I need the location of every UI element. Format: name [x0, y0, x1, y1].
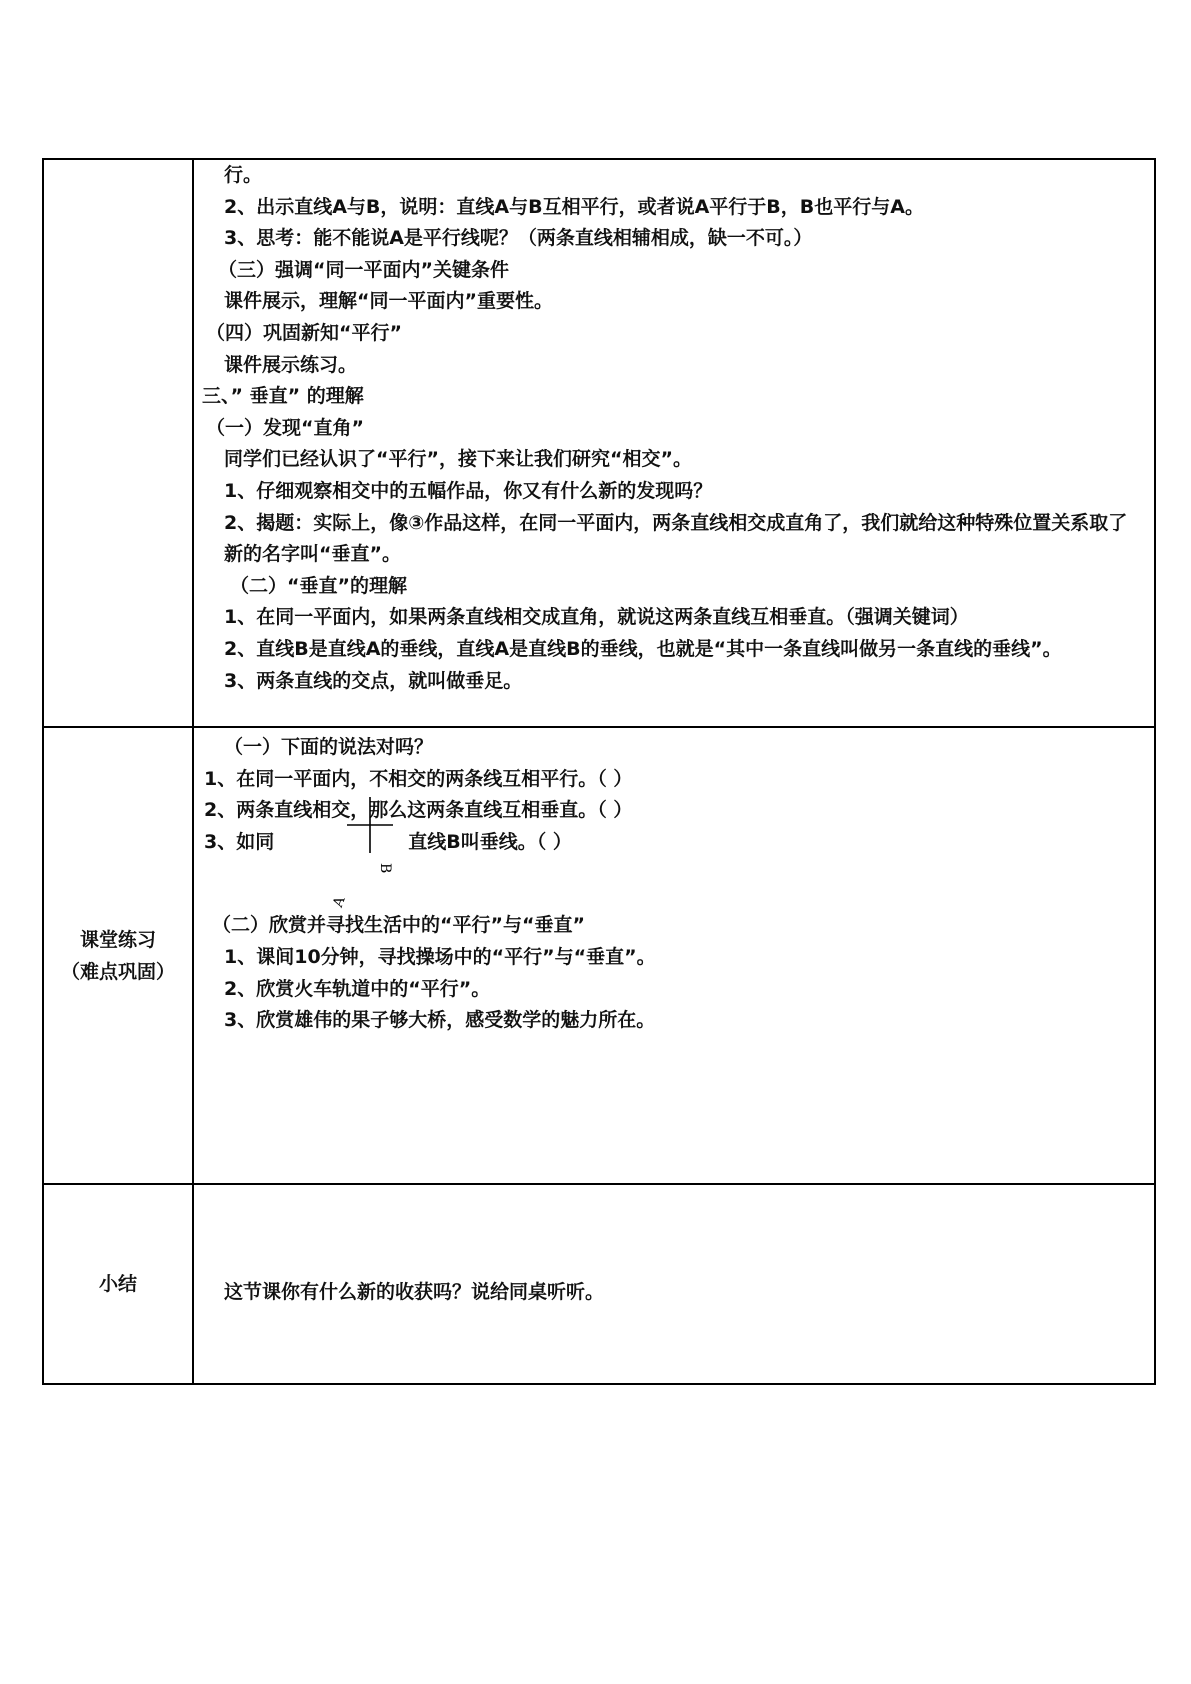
question-3-prefix: 3、如同 [204, 830, 275, 853]
practice-label-line2: （难点巩固） [60, 960, 175, 983]
practice-item-1: 1、课间10分钟，寻找操场中的“平行”与“垂直”。 [224, 945, 656, 968]
practice-item-3: 3、欣赏雄伟的果子够大桥，感受数学的魅力所在。 [224, 1009, 656, 1032]
process-line: 课件展示，理解“同一平面内”重要性。 [224, 290, 553, 313]
lesson-plan-table [42, 158, 1156, 1385]
teaching-process-row [43, 159, 1155, 727]
practice-part1-title: （一）下面的说法对吗？ [224, 736, 434, 758]
label-a: A [330, 894, 349, 910]
practice-content [193, 727, 1155, 1184]
practice-item-2: 2、欣赏火车轨道中的“平行”。 [224, 977, 491, 1000]
process-line: 2、出示直线A与B，说明：直线A与B互相平行，或者说A平行于B，B也平行与A。 [224, 195, 924, 218]
process-paragraph: 2、揭题：实际上，像③作品这样，在同一平面内，两条直线相交成直角了，我们就给这种特殊位置关系取了新的名字叫“垂直”。 [224, 511, 1128, 566]
perpendicular-lines-figure [330, 825, 407, 915]
process-line: 1、仔细观察相交中的五幅作品，你又有什么新的发现吗？ [224, 479, 713, 502]
process-line: 1、在同一平面内，如果两条直线相交成直角，就说这两条直线互相垂直。（强调关键词） [224, 606, 969, 629]
judgement-question-2: 2、两条直线相交，那么这两条直线互相垂直。（ ） [204, 799, 633, 822]
judgement-question-1: 1、在同一平面内，不相交的两条线互相平行。（ ） [204, 767, 633, 790]
section-heading: （三）强调“同一平面内”关键条件 [218, 258, 509, 281]
row-label-empty [43, 159, 193, 727]
summary-text: 这节课你有什么新的收获吗？说给同桌听听。 [224, 1281, 605, 1303]
process-paragraph: 2、直线B是直线A的垂线，直线A是直线B的垂线，也就是“其中一条直线叫做另一条直线的垂线”。 [224, 637, 1062, 660]
practice-label [43, 727, 193, 1184]
lesson-plan-sheet [42, 158, 1156, 1380]
section-heading: （一）发现“直角” [206, 416, 364, 439]
process-line: 行。 [224, 164, 263, 186]
process-line: 3、思考：能不能说A是平行线呢？（两条直线相辅相成，缺一不可。） [224, 227, 813, 250]
practice-label-line1: 课堂练习 [79, 928, 156, 951]
label-b: B [377, 862, 393, 874]
process-line: 3、两条直线的交点，就叫做垂足。 [224, 669, 523, 692]
section-heading: （二）“垂直”的理解 [230, 574, 407, 597]
teaching-process-content [193, 159, 1155, 727]
summary-row [43, 1184, 1155, 1384]
classroom-practice-row [43, 727, 1155, 1184]
process-line: 同学们已经认识了“平行”，接下来让我们研究“相交”。 [224, 448, 692, 471]
process-line: 课件展示练习。 [224, 353, 358, 376]
judgement-question-3 [194, 827, 1154, 910]
chapter-heading: 三、” 垂直” 的理解 [202, 385, 364, 408]
summary-content [193, 1184, 1155, 1384]
section-heading: （四）巩固新知“平行” [206, 321, 402, 344]
question-3-suffix: 直线B叫垂线。（ ） [408, 830, 572, 853]
practice-part2-title: （二）欣赏并寻找生活中的“平行”与“垂直” [212, 914, 585, 937]
summary-label: 小结 [43, 1184, 193, 1384]
